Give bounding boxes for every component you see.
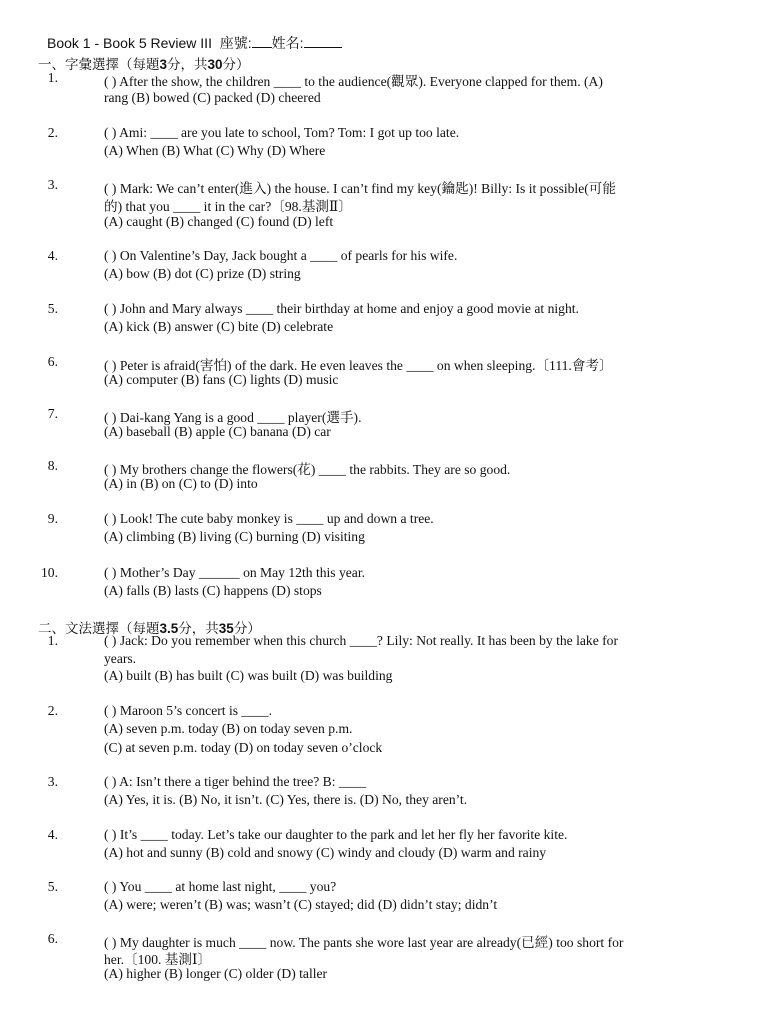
question-line: (A) When (B) What (C) Why (D) Where [104, 143, 326, 158]
question-number: 2. [47, 703, 58, 718]
question-text: ( ) My brothers change the flowers(花) ____ the rabbits. They are so good. [104, 462, 511, 477]
question-text: ( ) Ami: ____ are you late to school, Tom? Tom: I got up too late. [104, 125, 460, 140]
question-number: 3. [47, 177, 58, 192]
question-number: 10. [41, 565, 58, 580]
question-number: 1. [47, 70, 58, 85]
question-line: (A) hot and sunny (B) cold and snowy (C) windy and cloudy (D) warm and rainy [104, 845, 547, 860]
question-text: ( ) Maroon 5’s concert is ____. [104, 703, 272, 718]
question-number: 4. [47, 827, 58, 842]
question-number: 6. [47, 931, 58, 946]
question-line: (A) Yes, it is. (B) No, it isn’t. (C) Yes, there is. (D) No, they aren’t. [104, 792, 468, 807]
question-line: (A) caught (B) changed (C) found (D) left [104, 214, 334, 229]
question-number: 8. [47, 458, 58, 473]
question-text: ( ) It’s ____ today. Let’s take our daughter to the park and let her fly her favorite kite. [104, 827, 568, 842]
question-line: (C) at seven p.m. today (D) on today seven o’clock [104, 740, 383, 755]
question-line: (A) in (B) on (C) to (D) into [104, 476, 258, 491]
question-text: ( ) After the show, the children ____ to the audience(觀眾). Everyone clapped for them. (A) [104, 74, 603, 89]
seat-blank[interactable] [252, 35, 272, 48]
page-title [47, 33, 342, 53]
question-text: ( ) Dai-kang Yang is a good ____ player(選手). [104, 410, 362, 425]
question-line: (A) falls (B) lasts (C) happens (D) stops [104, 583, 322, 598]
question-line: (A) were; weren’t (B) was; wasn’t (C) stayed; did (D) didn’t stay; didn’t [104, 897, 498, 912]
seat-label: 座號: [219, 35, 252, 51]
question-number: 5. [47, 301, 58, 316]
section-heading-vocab: 一、字彙選擇（每題3分，共30分） [38, 57, 250, 72]
question-line: (A) bow (B) dot (C) prize (D) string [104, 266, 301, 281]
question-line: (A) seven p.m. today (B) on today seven p.m. [104, 721, 353, 736]
question-number: 3. [47, 774, 58, 789]
question-line: years. [104, 651, 137, 666]
question-text: ( ) You ____ at home last night, ____ you? [104, 879, 337, 894]
question-number: 2. [47, 125, 58, 140]
question-text: ( ) My daughter is much ____ now. The pants she wore last year are already(已經) too short for [104, 935, 624, 950]
question-text: ( ) Mother’s Day ______ on May 12th this year. [104, 565, 366, 580]
question-number: 9. [47, 511, 58, 526]
question-line: (A) kick (B) answer (C) bite (D) celebrate [104, 319, 334, 334]
question-number: 5. [47, 879, 58, 894]
question-line: (A) climbing (B) living (C) burning (D) visiting [104, 529, 365, 544]
question-text: ( ) Peter is afraid(害怕) of the dark. He even leaves the ____ on when sleeping.〔111.會考〕 [104, 358, 613, 373]
question-line: (A) computer (B) fans (C) lights (D) music [104, 372, 339, 387]
question-number: 1. [47, 633, 58, 648]
question-text: ( ) Look! The cute baby monkey is ____ up and down a tree. [104, 511, 434, 526]
question-text: ( ) On Valentine’s Day, Jack bought a ____ of pearls for his wife. [104, 248, 458, 263]
question-text: ( ) A: Isn’t there a tiger behind the tree? B: ____ [104, 774, 367, 789]
question-line: (A) built (B) has built (C) was built (D) was building [104, 668, 393, 683]
section-heading-grammar: 二、文法選擇（每題3.5分，共35分） [38, 621, 261, 636]
title-text: Book 1 - Book 5 Review III [47, 35, 212, 51]
question-text: ( ) Jack: Do you remember when this church ____? Lily: Not really. It has been by the lake for [104, 633, 619, 648]
question-line: (A) higher (B) longer (C) older (D) taller [104, 966, 328, 981]
question-number: 4. [47, 248, 58, 263]
name-label: 姓名: [271, 35, 304, 51]
question-line: rang (B) bowed (C) packed (D) cheered [104, 90, 321, 105]
question-text: ( ) Mark: We can’t enter(進入) the house. I can’t find my key(鑰匙)! Billy: Is it possible(可能 [104, 181, 616, 196]
question-line: 的) that you ____ it in the car?〔98.基測Ⅱ〕 [104, 199, 352, 214]
question-text: ( ) John and Mary always ____ their birthday at home and enjoy a good movie at night. [104, 301, 579, 316]
question-line: (A) baseball (B) apple (C) banana (D) car [104, 424, 331, 439]
name-blank[interactable] [304, 35, 342, 48]
question-number: 6. [47, 354, 58, 369]
question-number: 7. [47, 406, 58, 421]
question-line: her.〔100. 基測Ⅰ〕 [104, 952, 211, 967]
